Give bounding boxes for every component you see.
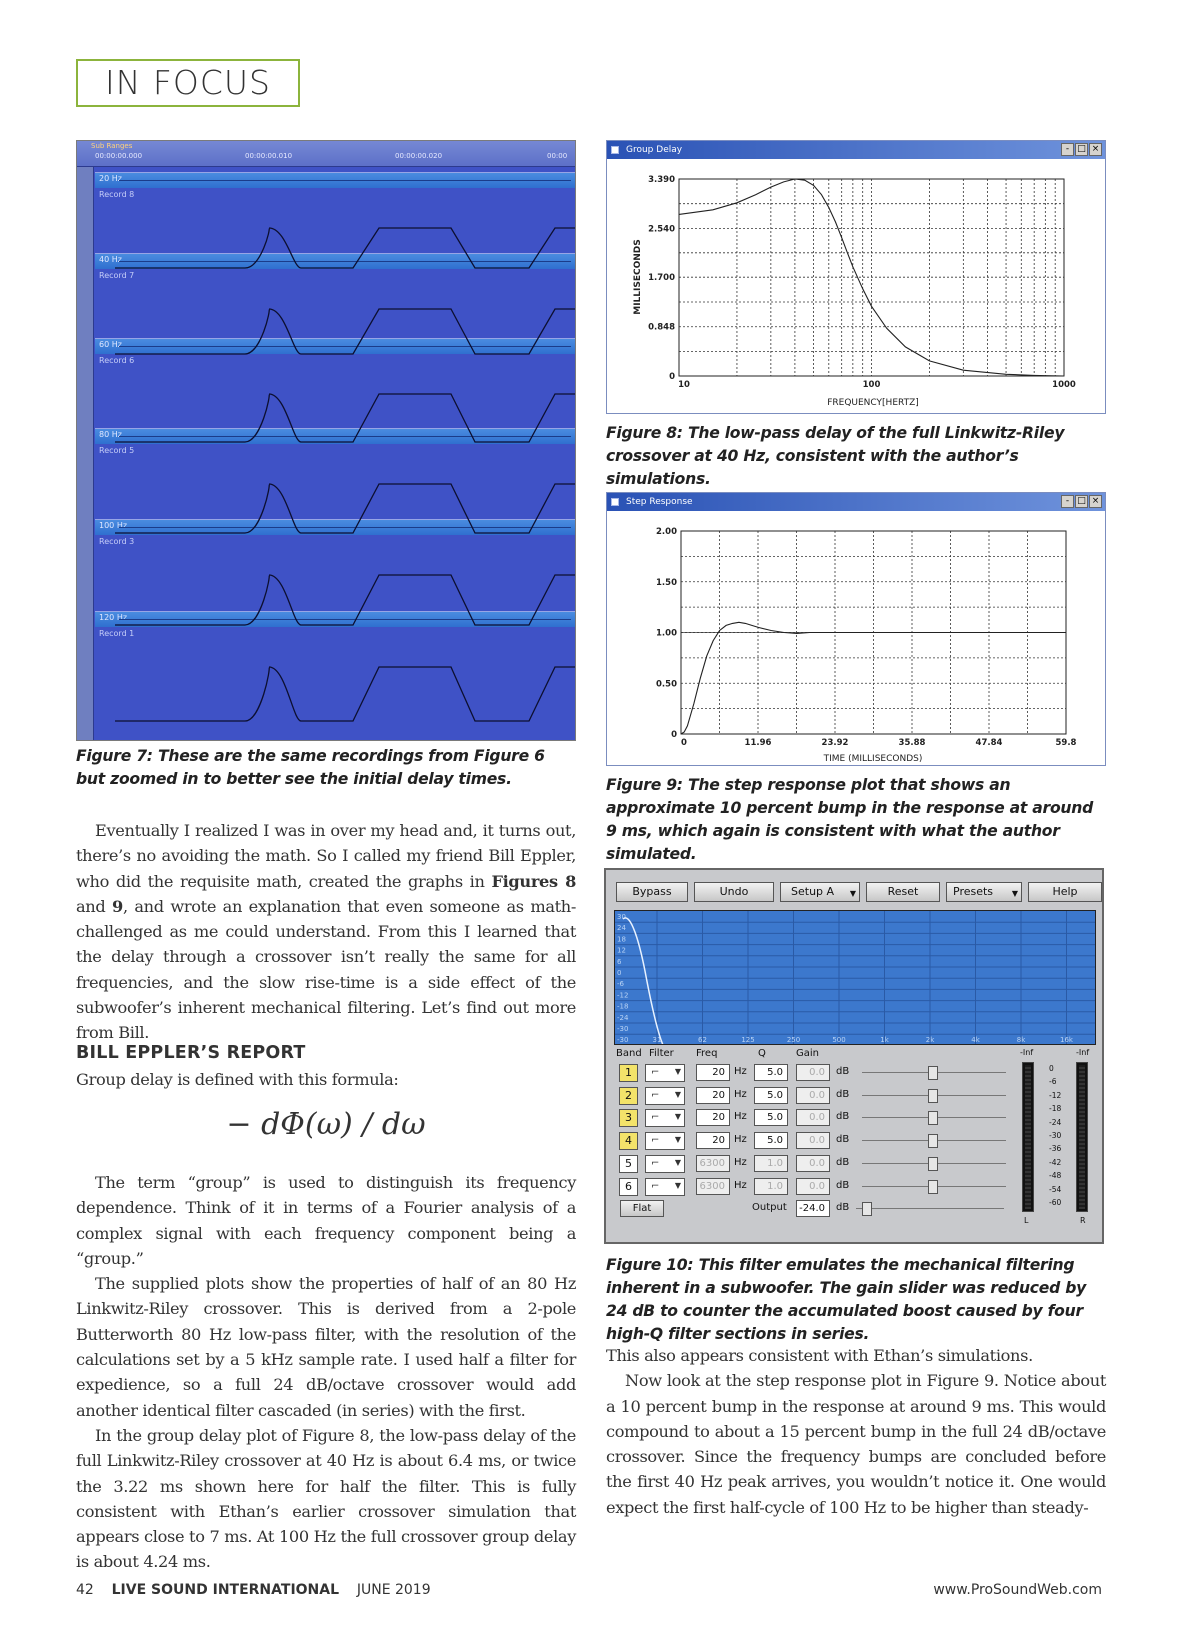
meter-right-peak: -Inf — [1076, 1048, 1090, 1057]
maximize-button[interactable]: □ — [1075, 495, 1088, 508]
db-scale-label: 12 — [617, 946, 626, 955]
window-titlebar — [607, 493, 1105, 511]
figure-7-caption: Figure 7: These are the same recordings from Figure 6 but zoomed in to better see the initial delay times. — [76, 747, 545, 788]
eq-response-graph — [614, 910, 1096, 1045]
x-tick-label: 10 — [678, 380, 690, 390]
hz-unit: Hz — [734, 1066, 747, 1077]
website-url: www.ProSoundWeb.com — [933, 1582, 1102, 1598]
figure-9-caption: Figure 9: The step response plot that shows an approximate 10 percent bump in the response at around 9 ms, which again is consistent with what the author simulated. — [606, 776, 1094, 863]
gain-input[interactable]: 0.0 — [796, 1132, 830, 1149]
meter-scale-label: -42 — [1049, 1157, 1062, 1167]
waveform — [115, 667, 576, 721]
lowpass-icon: ⌐ — [651, 1181, 660, 1192]
close-button[interactable]: × — [1089, 143, 1102, 156]
q-header: Q — [758, 1048, 766, 1059]
q-input[interactable]: 5.0 — [754, 1109, 788, 1126]
filter-header: Filter — [649, 1048, 674, 1059]
meter-right — [1076, 1062, 1088, 1212]
meter-scale-label: -6 — [1049, 1077, 1057, 1087]
tone-label: 120 Hz — [99, 613, 128, 622]
formula-intro: Group delay is defined with this formula: — [76, 1070, 399, 1089]
db-scale-label: -18 — [617, 1002, 629, 1011]
x-axis-label: FREQUENCY[HERTZ] — [827, 398, 919, 408]
freq-scale-label: 2k — [925, 1036, 935, 1044]
band-number[interactable]: 5 — [619, 1155, 638, 1173]
gain-slider[interactable] — [862, 1111, 1006, 1125]
waveform — [115, 309, 576, 354]
x-tick-label: 1000 — [1052, 380, 1076, 390]
db-scale-label: 18 — [617, 935, 626, 944]
db-scale-label: 24 — [617, 924, 626, 933]
gain-input[interactable]: 0.0 — [796, 1155, 830, 1172]
hz-unit: Hz — [734, 1134, 747, 1145]
left-column-text — [76, 818, 576, 1046]
tone-label: 40 Hz — [99, 255, 122, 264]
tone-label: 80 Hz — [99, 430, 122, 439]
meter-scale-label: -30 — [1049, 1131, 1062, 1140]
bypass-button[interactable]: Bypass — [616, 882, 688, 902]
gain-slider[interactable] — [862, 1157, 1006, 1171]
tone-label: 100 Hz — [99, 521, 128, 530]
db-unit: dB — [836, 1157, 850, 1168]
issue-date: JUNE 2019 — [356, 1582, 431, 1598]
x-tick-label: 100 — [862, 380, 881, 390]
group-delay-formula: − dΦ(ω) / dω — [226, 1107, 426, 1142]
lowpass-icon: ⌐ — [651, 1135, 660, 1146]
band-number[interactable]: 2 — [619, 1087, 638, 1105]
step-response-chart — [607, 511, 1105, 765]
chevron-down-icon: ▼ — [674, 1158, 681, 1167]
section-heading: BILL EPPLER’S REPORT — [76, 1043, 306, 1063]
record-label: Record 7 — [99, 271, 135, 280]
filter-type-select[interactable] — [645, 1087, 685, 1105]
flat-button[interactable]: Flat — [620, 1200, 664, 1217]
x-tick-label: 0 — [681, 738, 687, 748]
q-input[interactable]: 5.0 — [754, 1064, 788, 1081]
minimize-button[interactable]: - — [1061, 143, 1074, 156]
db-unit: dB — [836, 1111, 850, 1122]
meter-r-label: R — [1080, 1216, 1086, 1225]
y-tick-label: 1.700 — [648, 273, 675, 284]
y-tick-label: 2.00 — [656, 527, 677, 537]
paragraph: In the group delay plot of Figure 8, the low-pass delay of the full Linkwitz-Riley crossover at 40 Hz is about 6.4 ms, or twice the 3.22 ms shown here for half the filter. This is fully consistent with Ethan’s earlier crossover simulation that appears close to 7 ms. At 100 Hz the full crossover group delay is about 4.24 ms. — [76, 1425, 576, 1572]
q-input[interactable]: 1.0 — [754, 1155, 788, 1172]
freq-input[interactable]: 20 — [696, 1132, 730, 1149]
paragraph — [76, 818, 576, 1046]
y-axis-label: MILLISECONDS — [633, 239, 643, 315]
lowpass-icon: ⌐ — [651, 1158, 660, 1169]
meter-scale-label: 0 — [1049, 1064, 1054, 1073]
record-label: Record 5 — [99, 446, 135, 455]
app-icon — [611, 498, 619, 506]
y-tick-label: 2.540 — [648, 224, 675, 235]
x-tick-label: 11.96 — [744, 738, 772, 748]
setup-select[interactable] — [780, 882, 860, 902]
text-run: and — [76, 896, 113, 916]
freq-input[interactable]: 6300 — [696, 1178, 730, 1195]
lowpass-icon: ⌐ — [651, 1067, 660, 1078]
meter-scale-label: -48 — [1049, 1171, 1062, 1181]
waveform — [115, 394, 576, 442]
band-number[interactable]: 4 — [619, 1132, 638, 1150]
gain-slider[interactable] — [862, 1066, 1006, 1080]
hz-unit: Hz — [734, 1111, 747, 1122]
freq-scale-label: 250 — [786, 1036, 801, 1044]
ruler-title: Sub Ranges — [91, 142, 133, 150]
freq-input[interactable]: 20 — [696, 1087, 730, 1104]
hz-unit: Hz — [734, 1089, 747, 1100]
meter-scale-label: -24 — [1049, 1117, 1062, 1127]
gain-slider[interactable] — [862, 1134, 1006, 1148]
minimize-button[interactable]: - — [1061, 495, 1074, 508]
gain-slider[interactable] — [862, 1089, 1006, 1103]
meter-scale-label: -12 — [1049, 1090, 1062, 1100]
freq-input[interactable]: 20 — [696, 1109, 730, 1126]
presets-label: Presets — [953, 885, 994, 898]
y-tick-label: 1.00 — [656, 628, 677, 639]
paragraph: This also appears consistent with Ethan’s simulations. — [606, 1346, 1033, 1365]
chevron-down-icon: ▼ — [849, 889, 856, 898]
gain-slider[interactable] — [862, 1180, 1006, 1194]
freq-scale-label: 16k — [1060, 1036, 1073, 1044]
q-input[interactable]: 1.0 — [754, 1178, 788, 1195]
freq-scale-label: 125 — [741, 1036, 755, 1044]
x-tick-label: 59.8 — [1055, 738, 1077, 748]
x-tick-label: 47.84 — [975, 738, 1003, 748]
output-db-unit: dB — [836, 1202, 850, 1213]
figure-ref: Figures 8 — [491, 871, 576, 891]
db-scale-label: -30 — [617, 1036, 629, 1045]
window-titlebar — [607, 141, 1105, 159]
y-tick-label: 0 — [671, 730, 677, 740]
hz-unit: Hz — [734, 1157, 747, 1168]
freq-input[interactable]: 20 — [696, 1064, 730, 1081]
close-button[interactable]: × — [1089, 495, 1102, 508]
freq-scale-label: 4k — [971, 1036, 980, 1044]
paragraph: Now look at the step response plot in Figure 9. Notice about a 10 percent bump in the response at around 9 ms. This would compound to about a 15 percent bump in the full 24 dB/octave crossover. Since the frequency bumps are concluded before the first 40 Hz peak arrives, you wouldn’t notice it. One would expect the first half-cycle of 100 Hz to be higher than steady- — [606, 1371, 1106, 1517]
page-number: 42 — [76, 1582, 94, 1598]
group-delay-chart — [607, 159, 1105, 413]
chevron-down-icon: ▼ — [674, 1067, 681, 1076]
filter-type-select[interactable] — [645, 1132, 685, 1150]
chevron-down-icon: ▼ — [1011, 889, 1018, 898]
meter-left — [1022, 1062, 1034, 1212]
meter-scale-label: -54 — [1049, 1184, 1062, 1194]
band-number[interactable]: 3 — [619, 1109, 638, 1127]
paragraph: The term “group” is used to distinguish its frequency dependence. Think of it in terms of a Fourier analysis of a complex signal with each frequency component being a “group.” — [76, 1173, 576, 1268]
filter-type-select[interactable] — [645, 1178, 685, 1196]
presets-select[interactable] — [946, 882, 1022, 902]
db-unit: dB — [836, 1180, 850, 1191]
gain-input[interactable]: 0.0 — [796, 1064, 830, 1081]
output-gain-slider[interactable] — [856, 1202, 1004, 1216]
chevron-down-icon: ▼ — [674, 1090, 681, 1099]
lowpass-icon: ⌐ — [651, 1090, 660, 1101]
waveform — [115, 484, 576, 533]
meter-l-label: L — [1024, 1216, 1029, 1225]
waveforms — [95, 167, 576, 741]
meter-left-peak: -Inf — [1020, 1048, 1034, 1057]
figure-8-caption: Figure 8: The low-pass delay of the full Linkwitz-Riley crossover at 40 Hz, consistent with the author’s simulations. — [606, 424, 1065, 488]
gain-input[interactable]: 0.0 — [796, 1178, 830, 1195]
meter-scale-label: -18 — [1049, 1104, 1062, 1114]
waveform — [115, 228, 576, 268]
figure-ref: 9 — [112, 896, 123, 916]
q-input[interactable]: 5.0 — [754, 1087, 788, 1104]
freq-scale-label: 31 — [652, 1036, 662, 1044]
db-scale-label: 30 — [617, 913, 626, 921]
filter-type-select[interactable] — [645, 1155, 685, 1173]
output-gain-input[interactable]: -24.0 — [796, 1200, 830, 1217]
db-scale-label: 0 — [617, 969, 622, 977]
freq-scale-label: 500 — [832, 1036, 846, 1044]
db-scale-label: -24 — [617, 1013, 629, 1022]
figure-10-eq-plugin — [604, 868, 1104, 1244]
reset-button[interactable]: Reset — [866, 882, 940, 902]
footer-left — [76, 1582, 431, 1598]
app-icon — [611, 146, 619, 154]
maximize-button[interactable]: □ — [1075, 143, 1088, 156]
band-header: Band — [616, 1048, 642, 1059]
section-tag: IN FOCUS — [76, 59, 300, 107]
db-unit: dB — [836, 1134, 850, 1145]
db-scale-label: -30 — [617, 1025, 629, 1033]
band-number[interactable]: 1 — [619, 1064, 638, 1082]
output-label: Output — [752, 1202, 787, 1213]
gain-header: Gain — [796, 1048, 819, 1059]
window-title: Step Response — [626, 497, 693, 507]
track-sidebar — [77, 167, 94, 740]
record-label: Record 1 — [99, 629, 135, 638]
gain-input[interactable]: 0.0 — [796, 1087, 830, 1104]
filter-type-select[interactable] — [645, 1109, 685, 1127]
x-tick-label: 35.88 — [898, 738, 926, 748]
hz-unit: Hz — [734, 1180, 747, 1191]
record-label: Record 6 — [99, 356, 135, 365]
waveform — [115, 575, 576, 625]
db-scale-label: -12 — [617, 991, 629, 1000]
x-tick-label: 23.92 — [821, 738, 849, 748]
help-button[interactable]: Help — [1028, 882, 1102, 902]
undo-button[interactable]: Undo — [694, 882, 774, 902]
freq-scale-label: 62 — [698, 1036, 707, 1044]
meter-scale-label: -36 — [1049, 1144, 1062, 1154]
freq-header: Freq — [696, 1048, 718, 1059]
q-input[interactable]: 5.0 — [754, 1132, 788, 1149]
record-label: Record 8 — [99, 190, 135, 199]
chevron-down-icon: ▼ — [674, 1181, 681, 1190]
meter-scale-label: -60 — [1049, 1198, 1062, 1207]
freq-input[interactable]: 6300 — [696, 1155, 730, 1172]
gain-input[interactable]: 0.0 — [796, 1109, 830, 1126]
y-tick-label: 0.50 — [656, 679, 677, 690]
ruler-label: 00:00:00.000 — [95, 152, 143, 160]
tone-label: 60 Hz — [99, 340, 122, 349]
tone-label: 20 Hz — [99, 174, 122, 183]
db-scale-label: -6 — [617, 980, 624, 989]
y-tick-label: 1.50 — [656, 577, 677, 588]
text-run: Eventually I realized I was in over my head and, it turns out, there’s no avoiding the math. So I called my friend Bill Eppler, who did the requisite math, created the graphs in — [76, 821, 576, 891]
figure-8-window — [606, 140, 1106, 414]
text-run: , and wrote an explanation that even someone as math-challenged as me could understand. From this I learned that the delay through a crossover isn’t really the same for all frequencies, and the slow rise-time is a side effect of the subwoofer’s inherent mechanical filtering. Let’s find out more from Bill. — [76, 896, 576, 1043]
figure-9-window — [606, 492, 1106, 766]
freq-scale-label: 1k — [880, 1036, 889, 1044]
db-unit: dB — [836, 1089, 850, 1100]
figure-7-screenshot — [76, 140, 576, 741]
figure-10-caption: Figure 10: This filter emulates the mechanical filtering inherent in a subwoofer. The gain slider was reduced by 24 dB to counter the accumulated boost caused by four high-Q filter sections in series. — [606, 1256, 1087, 1343]
left-column-text-2 — [76, 1170, 576, 1575]
right-column-text — [606, 1343, 1106, 1520]
y-tick-label: 3.390 — [648, 175, 675, 185]
band-number[interactable]: 6 — [619, 1178, 638, 1196]
record-label: Record 3 — [99, 537, 135, 546]
ruler-label: 00:00 — [547, 152, 568, 160]
publication-name: LIVE SOUND INTERNATIONAL — [111, 1582, 340, 1598]
freq-scale-label: 8k — [1016, 1036, 1026, 1044]
db-unit: dB — [836, 1066, 850, 1077]
y-tick-label: 0 — [669, 372, 675, 382]
paragraph: The supplied plots show the properties of half of an 80 Hz Linkwitz-Riley crossover. This is derived from a 2-pole Butterworth 80 Hz low-pass filter, with the resolution of the calculations set by a 5 kHz sample rate. I used half a filter for expedience, so a full 24 dB/octave crossover would add another identical filter cascaded (in series) with the first. — [76, 1274, 576, 1420]
x-axis-label: TIME (MILLISECONDS) — [823, 754, 923, 764]
window-title: Group Delay — [626, 145, 683, 155]
setup-value: Setup A — [791, 885, 835, 898]
timeline-ruler — [77, 141, 575, 167]
filter-type-select[interactable] — [645, 1064, 685, 1082]
chevron-down-icon: ▼ — [674, 1135, 681, 1144]
lowpass-icon: ⌐ — [651, 1112, 660, 1123]
y-tick-label: 0.848 — [648, 322, 675, 333]
ruler-label: 00:00:00.010 — [245, 152, 293, 160]
ruler-label: 00:00:00.020 — [395, 152, 443, 160]
db-scale-label: 6 — [617, 957, 622, 966]
chevron-down-icon: ▼ — [674, 1112, 681, 1121]
